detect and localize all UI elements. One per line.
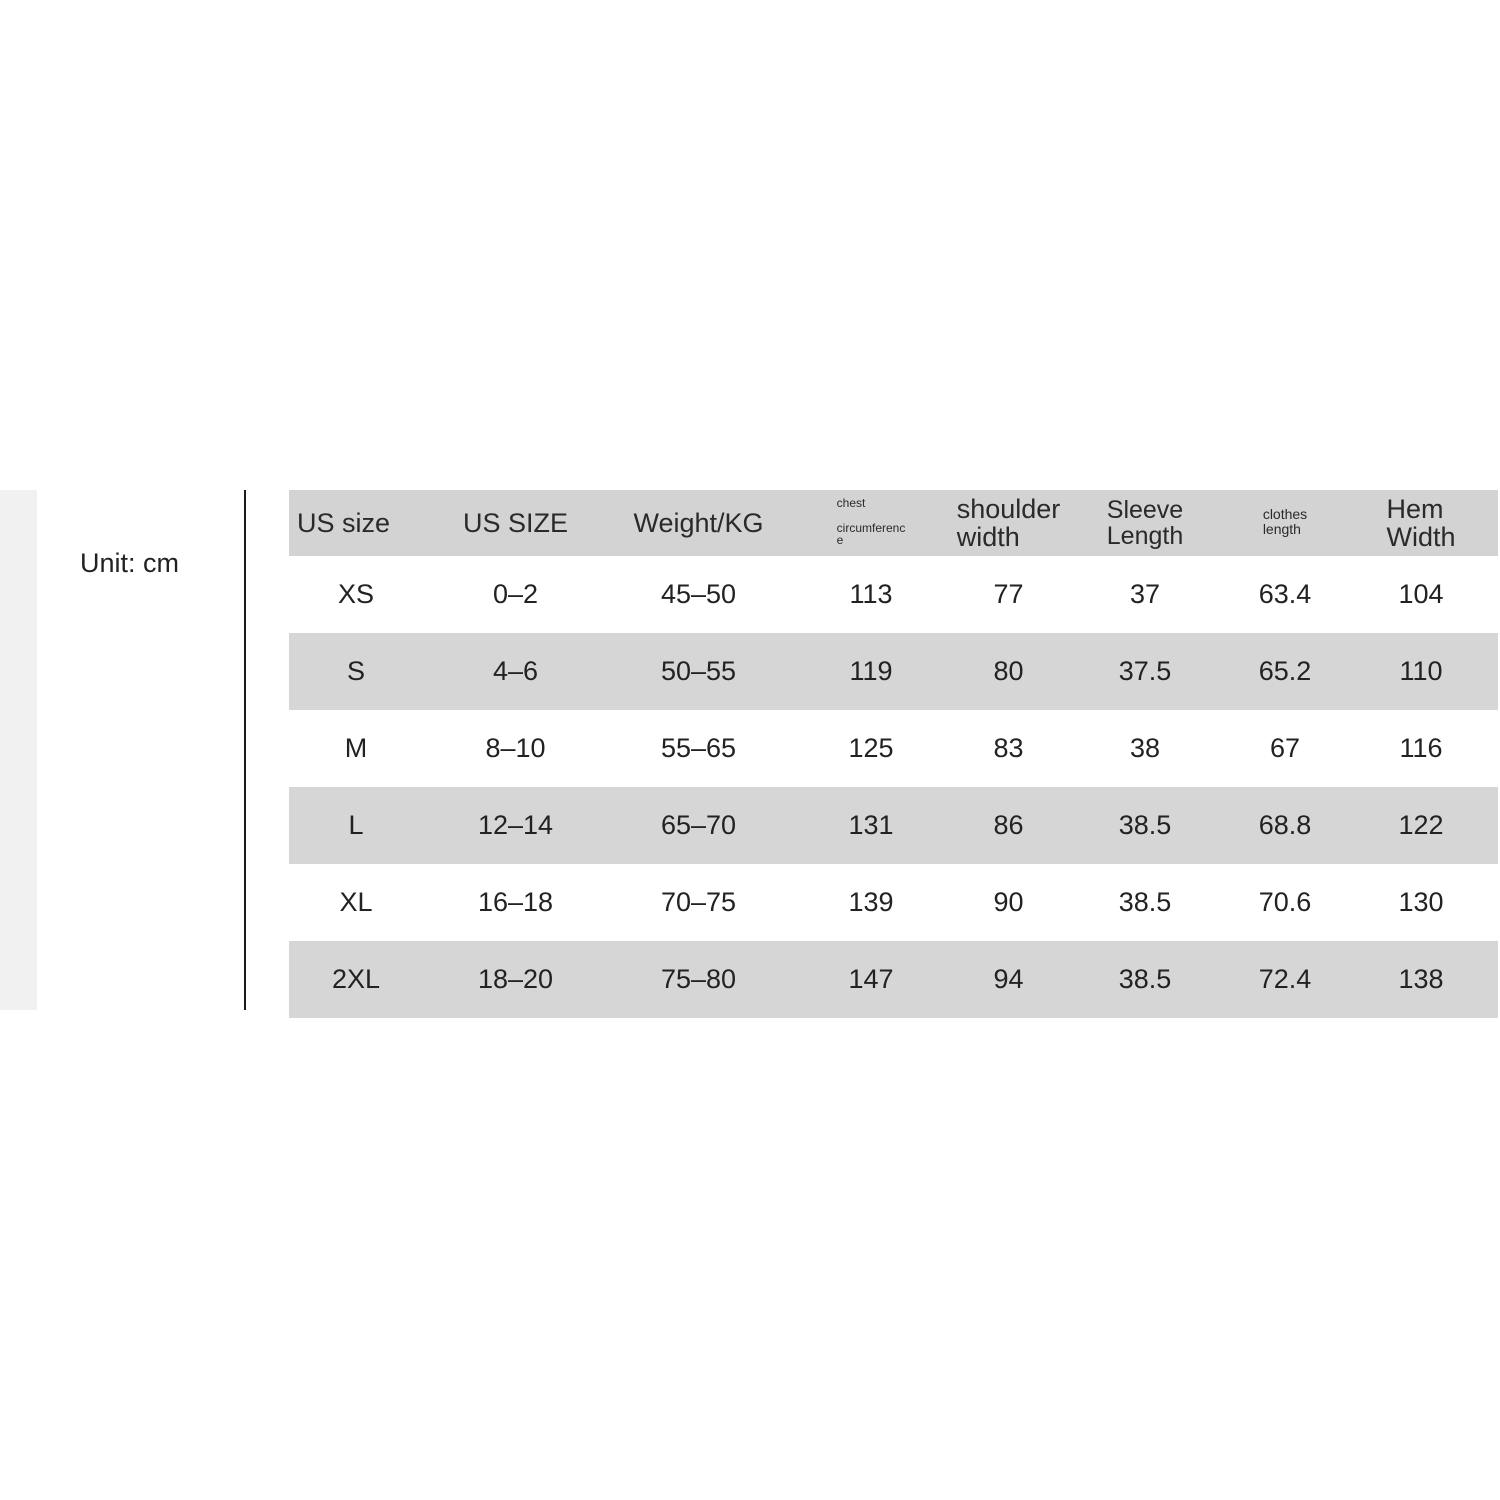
header-clothes-line1: clothes bbox=[1262, 506, 1308, 523]
header-chest-line3: e bbox=[836, 533, 844, 548]
cell-clothes-length: 70.6 bbox=[1258, 887, 1312, 917]
header-clothes-length bbox=[1226, 490, 1344, 556]
header-chest-circumference bbox=[789, 490, 953, 556]
cell-sleeve: 37.5 bbox=[1118, 656, 1172, 686]
header-weight: Weight/KG bbox=[633, 507, 764, 538]
cell-us-size: 18–20 bbox=[477, 964, 554, 994]
cell-weight: 65–70 bbox=[660, 810, 737, 840]
cell-size: XS bbox=[337, 579, 375, 609]
header-sleeve-line1: Sleeve bbox=[1106, 495, 1184, 524]
size-chart-table bbox=[289, 490, 1498, 1018]
cell-clothes-length: 72.4 bbox=[1258, 964, 1312, 994]
cell-chest: 147 bbox=[848, 964, 894, 994]
cell-chest: 119 bbox=[849, 656, 893, 686]
cell-us-size: 4–6 bbox=[492, 656, 539, 686]
cell-size: XL bbox=[339, 887, 373, 917]
header-shoulder-width bbox=[953, 490, 1064, 556]
table-row-xl bbox=[289, 864, 1498, 941]
cell-shoulder: 94 bbox=[993, 964, 1024, 994]
cell-us-size: 8–10 bbox=[485, 733, 546, 763]
unit-label: Unit: cm bbox=[80, 548, 180, 578]
table-row-2xl bbox=[289, 941, 1498, 1018]
cell-sleeve: 38.5 bbox=[1118, 887, 1172, 917]
header-shoulder-line1: shoulder bbox=[956, 493, 1061, 524]
cell-us-size: 0–2 bbox=[492, 579, 539, 609]
cell-size: S bbox=[346, 656, 365, 686]
cell-us-size: 12–14 bbox=[477, 810, 554, 840]
cell-hem: 104 bbox=[1398, 579, 1444, 609]
table-row-xs bbox=[289, 556, 1498, 633]
header-sleeve-line2: Length bbox=[1106, 522, 1184, 550]
cell-chest: 125 bbox=[848, 733, 894, 763]
cell-shoulder: 86 bbox=[993, 810, 1024, 840]
cell-clothes-length: 67 bbox=[1269, 733, 1301, 763]
cell-weight: 75–80 bbox=[660, 964, 737, 994]
cell-sleeve: 38.5 bbox=[1118, 810, 1172, 840]
header-chest-line2: circumferenc bbox=[836, 520, 906, 535]
cell-shoulder: 77 bbox=[993, 579, 1024, 609]
table-row-s bbox=[289, 633, 1498, 710]
header-us-size-caps: US SIZE bbox=[462, 507, 569, 538]
header-hem-line1: Hem bbox=[1386, 493, 1444, 524]
header-clothes-line2: length bbox=[1262, 520, 1301, 537]
cell-size: 2XL bbox=[331, 964, 381, 994]
cell-size: L bbox=[348, 810, 364, 840]
cell-weight: 50–55 bbox=[660, 656, 737, 686]
cell-shoulder: 90 bbox=[993, 887, 1024, 917]
cell-size: M bbox=[344, 733, 368, 763]
header-row bbox=[289, 490, 1498, 556]
cell-hem: 130 bbox=[1398, 887, 1444, 917]
header-hem-line2: Width bbox=[1386, 522, 1456, 552]
cell-us-size: 16–18 bbox=[477, 887, 554, 917]
cell-clothes-length: 63.4 bbox=[1258, 579, 1312, 609]
cell-shoulder: 80 bbox=[993, 656, 1024, 686]
header-hem-width bbox=[1344, 490, 1498, 556]
cell-clothes-length: 65.2 bbox=[1258, 656, 1312, 686]
cell-hem: 116 bbox=[1399, 733, 1443, 763]
table-row-m bbox=[289, 710, 1498, 787]
cell-sleeve: 38 bbox=[1129, 733, 1161, 763]
header-shoulder-line2: width bbox=[956, 522, 1020, 552]
cell-shoulder: 83 bbox=[993, 733, 1024, 763]
cell-hem: 122 bbox=[1398, 810, 1444, 840]
cell-chest: 113 bbox=[849, 579, 893, 609]
cell-sleeve: 38.5 bbox=[1118, 964, 1172, 994]
cell-chest: 139 bbox=[848, 887, 894, 917]
cell-sleeve: 37 bbox=[1129, 579, 1161, 609]
header-chest-line1: chest bbox=[836, 495, 866, 510]
header-us-size: US size bbox=[297, 507, 391, 538]
cell-hem: 110 bbox=[1399, 656, 1443, 686]
header-sleeve-length bbox=[1064, 490, 1226, 556]
cell-weight: 70–75 bbox=[660, 887, 737, 917]
cell-chest: 131 bbox=[848, 810, 894, 840]
vertical-divider bbox=[244, 490, 246, 1010]
left-side-strip bbox=[0, 490, 37, 1010]
table-row-l bbox=[289, 787, 1498, 864]
cell-hem: 138 bbox=[1398, 964, 1444, 994]
cell-weight: 45–50 bbox=[660, 579, 737, 609]
cell-clothes-length: 68.8 bbox=[1258, 810, 1312, 840]
cell-weight: 55–65 bbox=[660, 733, 737, 763]
